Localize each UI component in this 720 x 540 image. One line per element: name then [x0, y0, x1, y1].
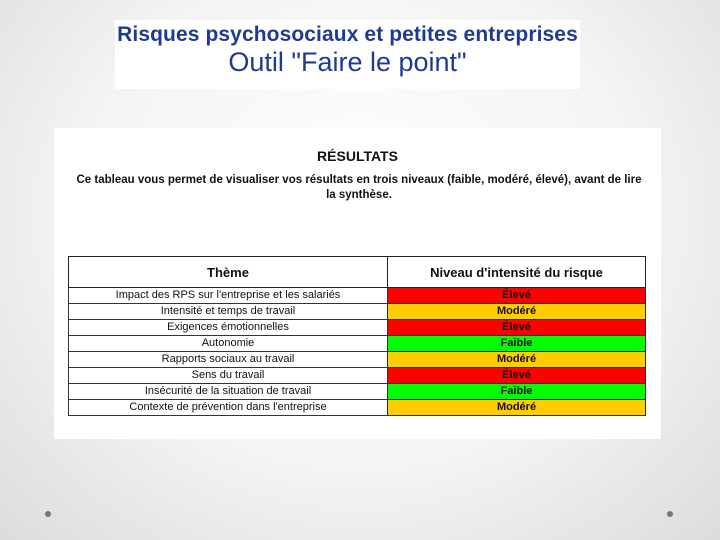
column-header-theme: Thème [69, 257, 388, 288]
risk-level-cell: Élevé [388, 288, 646, 304]
results-panel [54, 128, 661, 439]
table-row [69, 384, 646, 400]
risk-level-cell: Modéré [388, 352, 646, 368]
risk-level-cell: Élevé [388, 368, 646, 384]
risk-level-cell: Élevé [388, 320, 646, 336]
title-line-2: Outil "Faire le point" [228, 47, 467, 77]
risk-level-cell: Modéré [388, 400, 646, 416]
risk-level-cell: Faible [388, 384, 646, 400]
left-bullet-dot [45, 511, 51, 517]
results-description: Ce tableau vous permet de visualiser vos résultats en trois niveaux (faible, modéré, élevé), avant de lire la synthèse. [76, 174, 642, 201]
risk-level-cell: Modéré [388, 304, 646, 320]
table-row [69, 336, 646, 352]
table-row [69, 368, 646, 384]
table-header-row [69, 257, 646, 288]
table-row [69, 320, 646, 336]
results-table-body [69, 288, 646, 416]
table-row [69, 304, 646, 320]
theme-cell: Rapports sociaux au travail [69, 352, 388, 368]
theme-cell: Autonomie [69, 336, 388, 352]
column-header-level: Niveau d'intensité du risque [388, 257, 646, 288]
results-table [68, 256, 646, 416]
theme-cell: Insécurité de la situation de travail [69, 384, 388, 400]
theme-cell: Exigences émotionnelles [69, 320, 388, 336]
table-row [69, 288, 646, 304]
title-banner [115, 20, 580, 89]
right-bullet-dot [667, 511, 673, 517]
theme-cell: Intensité et temps de travail [69, 304, 388, 320]
results-heading: RÉSULTATS [317, 148, 398, 164]
table-row [69, 400, 646, 416]
theme-cell: Contexte de prévention dans l'entreprise [69, 400, 388, 416]
risk-level-cell: Faible [388, 336, 646, 352]
title-line-1: Risques psychosociaux et petites entreprises [117, 23, 578, 46]
table-row [69, 352, 646, 368]
theme-cell: Impact des RPS sur l'entreprise et les salariés [69, 288, 388, 304]
theme-cell: Sens du travail [69, 368, 388, 384]
